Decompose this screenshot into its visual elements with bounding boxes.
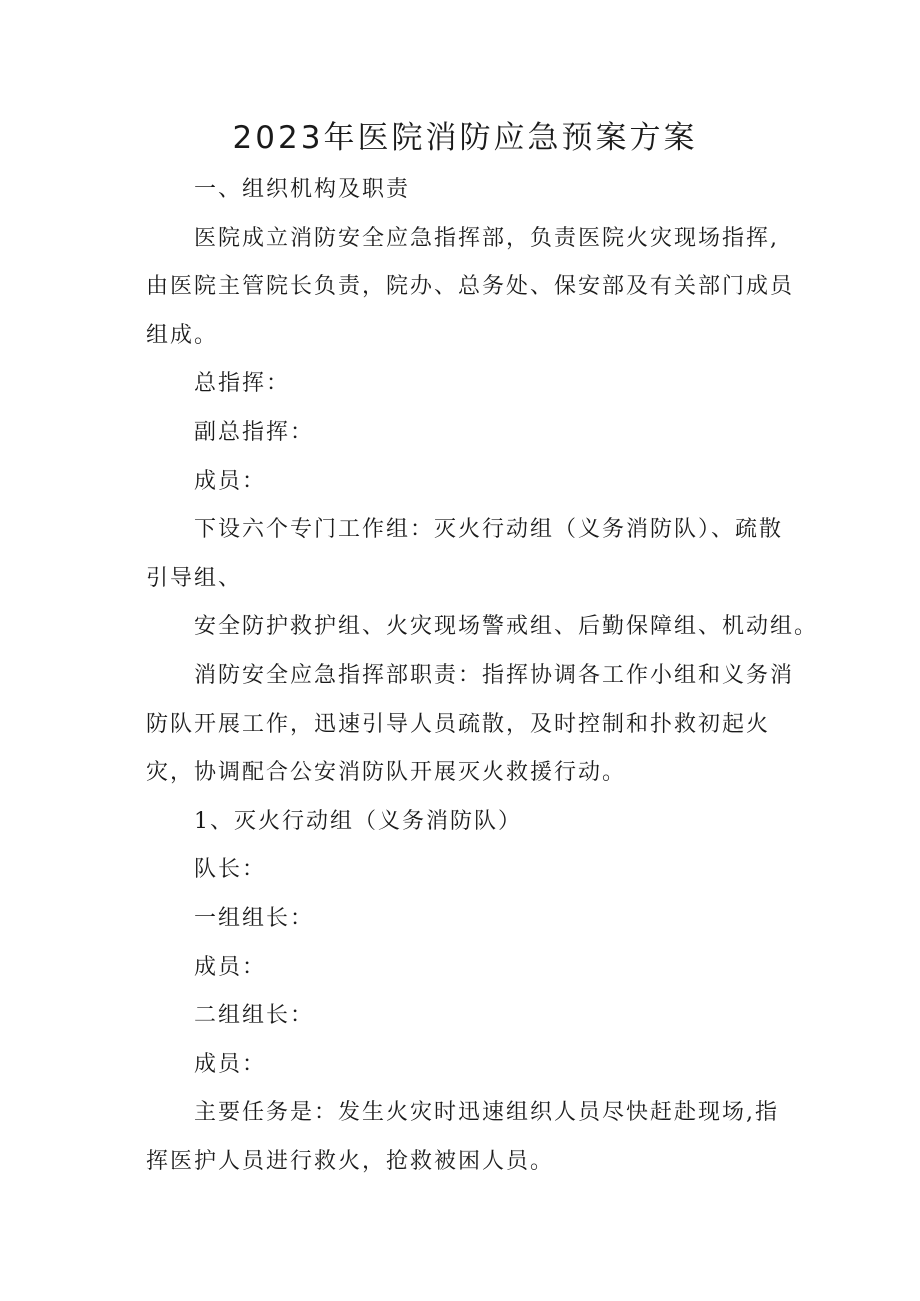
- document-title: 2023年医院消防应急预案方案: [232, 120, 698, 156]
- paragraph: 下设六个专门工作组：灭火行动组（义务消防队）、疏散引导组、: [146, 517, 784, 591]
- paragraph: 总指挥：: [194, 371, 291, 397]
- section-heading: 一、组织机构及职责: [194, 177, 411, 202]
- paragraph: 副总指挥：: [194, 419, 315, 445]
- paragraph: 医院成立消防安全应急指挥部，负责医院火灾现场指挥,由医院主管院长负责，院办、总务处、保安部及有关部门成员组成。: [146, 225, 795, 348]
- paragraph: 安全防护救护组、火灾现场警戒组、后勤保障组、机动组。: [194, 614, 819, 640]
- paragraph: 主要任务是：发生火灾时迅速组织人员尽快赶赴现场,指挥医护人员进行救火，抢救被困人员。: [146, 1100, 779, 1174]
- paragraph: 二组组长：: [194, 1003, 315, 1029]
- paragraph: 队长：: [194, 857, 267, 883]
- paragraph: 消防安全应急指挥部职责：指挥协调各工作小组和义务消防队开展工作，迅速引导人员疏散，及时控制和扑救初起火灾，协调配合公安消防队开展灭火救援行动。: [146, 662, 795, 786]
- paragraph: 成员：: [194, 468, 267, 494]
- document-body: [146, 166, 819, 1186]
- paragraph: 成员：: [194, 954, 267, 980]
- paragraph: 成员：: [194, 1051, 267, 1077]
- subsection-heading: 1、灭火行动组（义务消防队）: [194, 808, 522, 834]
- paragraph: 一组组长：: [194, 905, 315, 931]
